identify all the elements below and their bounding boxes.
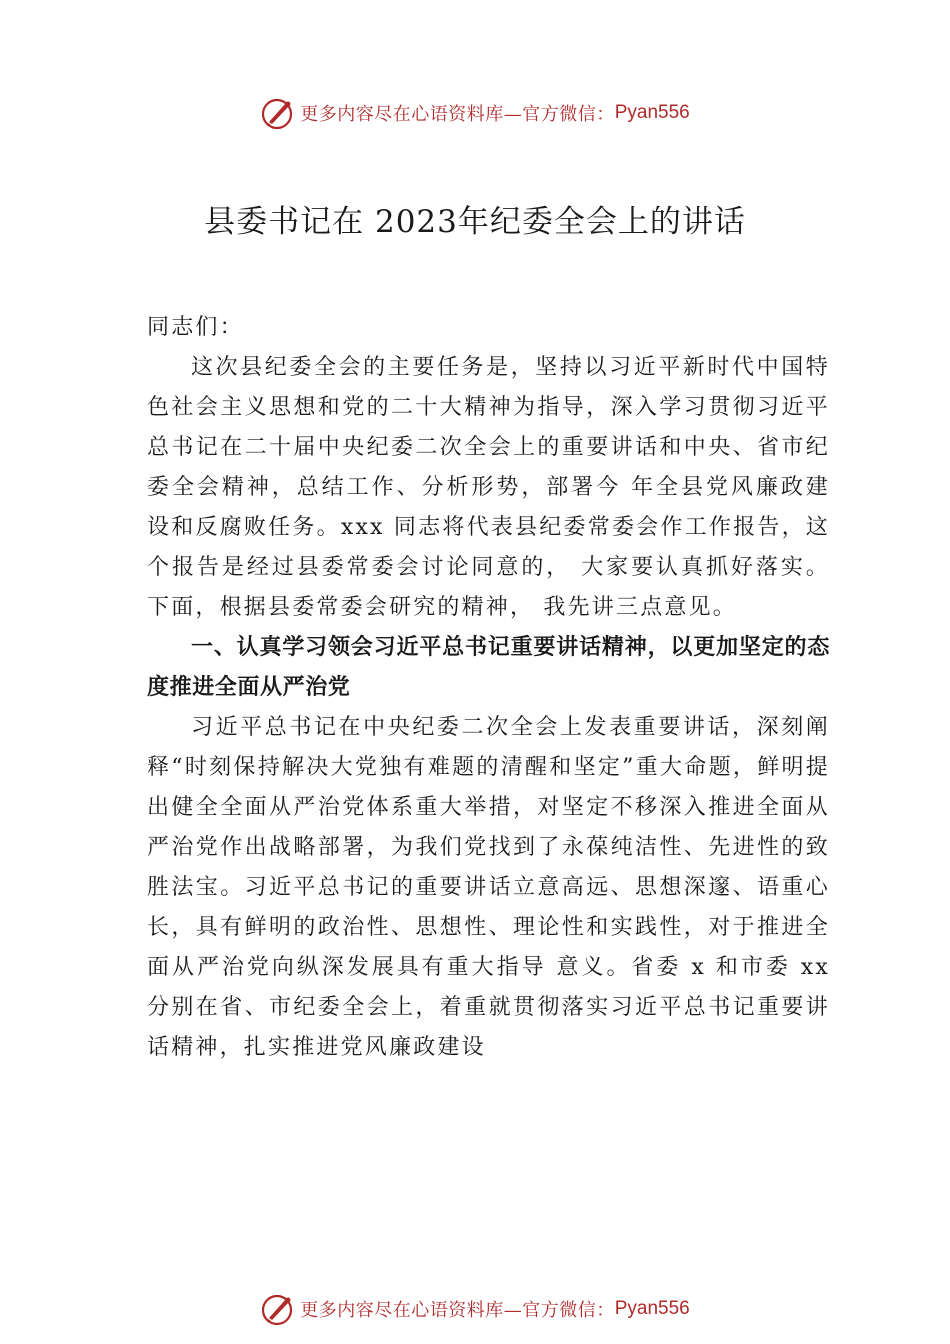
- brush-logo-icon: [260, 95, 296, 131]
- brush-logo-icon: [260, 1291, 296, 1327]
- document-body: [147, 308, 830, 1068]
- paragraph-section-one: 习近平总书记在中央纪委二次全会上发表重要讲话，深刻阐释“时刻保持解决大党独有难题的清醒和坚定”重大命题，鲜明提出健全全面从严治党体系重大举措，对坚定不移深入推进全面从严治党作出战略部署，为我们党找到了永葆纯洁性、先进性的致胜法宝。习近平总书记的重要讲话立意高远、思想深邃、语重心长，具有鲜明的政治性、思想性、理论性和实践性，对于推进全面从严治党向纵深发展具有重大指导 意义。省委 x 和市委 xx 分别在省、市纪委全会上，着重就贯彻落实习近平总书记重要讲话精神，扎实推进党风廉政建设: [147, 715, 830, 1060]
- footer-banner-text: 更多内容尽在心语资料库—官方微信：: [300, 1300, 615, 1321]
- header-banner-account: Pyan556: [614, 102, 690, 123]
- header-banner-text: 更多内容尽在心语资料库—官方微信：: [300, 104, 615, 125]
- section-heading: 一、认真学习领会习近平总书记重要讲话精神，以更加坚定的态度推进全面从严治党: [147, 635, 830, 700]
- document-title: 县委书记在 2023年纪委全会上的讲话: [204, 204, 746, 240]
- paragraph-intro: 这次县纪委全会的主要任务是，坚持以习近平新时代中国特色社会主义思想和党的二十大精神为指导，深入学习贯彻习近平总书记在二十届中央纪委二次全会上的重要讲话和中央、省市纪委全会精神，总结工作、分析形势，部署今 年全县党风廉政建设和反腐败任务。xxx 同志将代表县纪委常委会作工作报告，这个报告是经过县委常委会讨论同意的， 大家要认真抓好落实。下面，根据县委常委会研究的精神， 我先讲三点意见。: [147, 355, 830, 620]
- header-banner: [0, 93, 950, 133]
- salutation: 同志们：: [147, 315, 244, 340]
- footer-banner-account: Pyan556: [614, 1298, 690, 1319]
- footer-banner: [0, 1289, 950, 1329]
